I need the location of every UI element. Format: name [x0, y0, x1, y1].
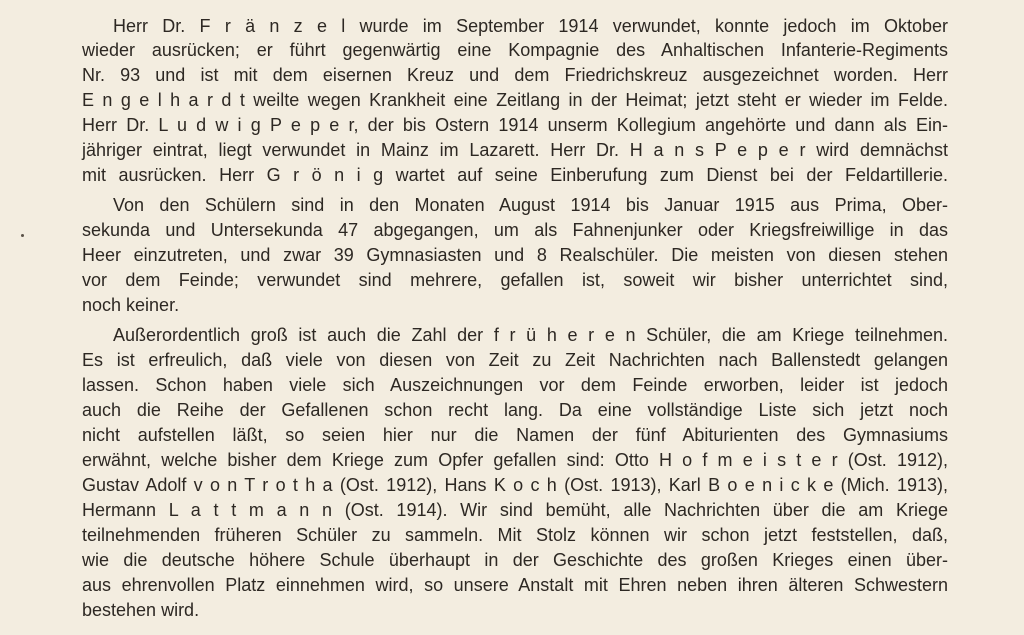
text-line: teilnehmenden früheren Schüler zu sammeln. Mit Stolz können wir schon jetzt feststellen, daß, [82, 525, 948, 545]
text-line: Gustav Adolf v o n T r o t h a (Ost. 1912), Hans K o c h (Ost. 1913), Karl B o e n i c k e (Mich. 1913), [82, 475, 948, 495]
text-line: aus ehrenvollen Platz einnehmen wird, so unsere Anstalt mit Ehren neben ihren älteren Schwestern [82, 575, 948, 595]
text-line: sekunda und Untersekunda 47 abgegangen, um als Fahnenjunker oder Kriegsfreiwillige in das [82, 220, 948, 240]
text-line: Nr. 93 und ist mit dem eisernen Kreuz und dem Friedrichskreuz ausgezeichnet worden. Herr [82, 65, 948, 85]
text-line: mit ausrücken. Herr G r ö n i g wartet auf seine Einberufung zum Dienst bei der Feldartillerie. [82, 165, 948, 185]
margin-speck [21, 234, 24, 237]
text-line: vor dem Feinde; verwundet sind mehrere, gefallen ist, soweit wir bisher unterrichtet sind, [82, 270, 948, 290]
text-line: Heer einzutreten, und zwar 39 Gymnasiasten und 8 Realschüler. Die meisten von diesen stehen [82, 245, 948, 265]
text-line: erwähnt, welche bisher dem Kriege zum Opfer gefallen sind: Otto H o f m e i s t e r (Ost. 1912), [82, 450, 948, 470]
text-line: Von den Schülern sind in den Monaten August 1914 bis Januar 1915 aus Prima, Ober- [113, 195, 948, 215]
text-line: Herr Dr. F r ä n z e l wurde im September 1914 verwundet, konnte jedoch im Oktober [113, 16, 948, 36]
text-line: lassen. Schon haben viele sich Auszeichnungen vor dem Feinde erworben, leider ist jedoch [82, 375, 948, 395]
text-line: Es ist erfreulich, daß viele von diesen von Zeit zu Zeit Nachrichten nach Ballenstedt gelangen [82, 350, 948, 370]
text-line: E n g e l h a r d t weilte wegen Krankheit eine Zeitlang in der Heimat; jetzt steht er wieder im Felde. [82, 90, 948, 110]
text-line: noch keiner. [82, 295, 180, 315]
text-line: Herr Dr. L u d w i g P e p e r, der bis Ostern 1914 unserm Kollegium angehörte und dann als Ein- [82, 115, 948, 135]
text-line: wie die deutsche höhere Schule überhaupt in der Geschichte des großen Krieges einen über- [82, 550, 948, 570]
text-line: jähriger eintrat, liegt verwundet in Mainz im Lazarett. Herr Dr. H a n s P e p e r wird demnächst [82, 140, 948, 160]
text-line: Hermann L a t t m a n n (Ost. 1914). Wir sind bemüht, alle Nachrichten über die am Kriege [82, 500, 948, 520]
text-line: Außerordentlich groß ist auch die Zahl der f r ü h e r e n Schüler, die am Kriege teilnehmen. [113, 325, 948, 345]
text-line: bestehen wird. [82, 600, 200, 620]
text-line: wieder ausrücken; er führt gegenwärtig eine Kompagnie des Anhaltischen Infanterie-Regiments [82, 40, 948, 60]
text-line: auch die Reihe der Gefallenen schon recht lang. Da eine vollständige Liste sich jetzt noch [82, 400, 948, 420]
text-line: nicht aufstellen läßt, so seien hier nur die Namen der fünf Abiturienten des Gymnasiums [82, 425, 948, 445]
